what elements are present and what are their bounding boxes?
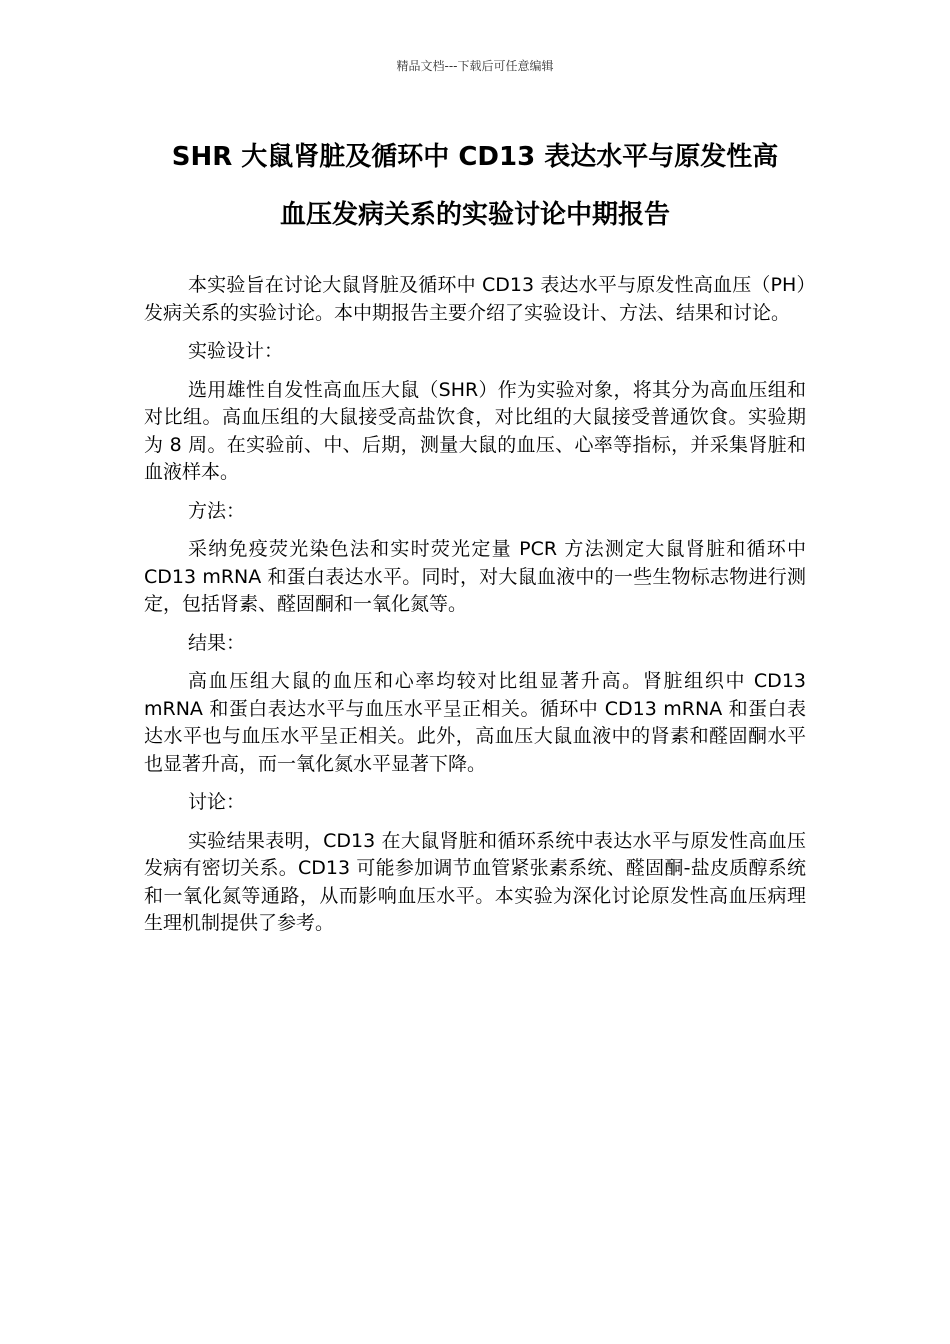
title-line-2: 血压发病关系的实验讨论中期报告	[279, 200, 670, 230]
design-heading: 实验设计：	[188, 340, 284, 362]
header-note: 精品文档---下载后可任意编辑	[396, 59, 554, 73]
document-title	[120, 128, 830, 244]
intro-paragraph: 本实验旨在讨论大鼠肾脏及循环中 CD13 表达水平与原发性高血压（PH）发病关系的实验讨论。本中期报告主要介绍了实验设计、方法、结果和讨论。	[144, 274, 806, 324]
results-paragraph: 高血压组大鼠的血压和心率均较对比组显著升高。肾脏组织中 CD13 mRNA 和蛋白表达水平与血压水平呈正相关。循环中 CD13 mRNA 和蛋白表达水平也与血压水平呈正相关。此外，高血压大鼠血液中的肾素和醛固酮水平也显著升高，而一氧化氮水平显著下降。	[144, 670, 806, 775]
design-paragraph: 选用雄性自发性高血压大鼠（SHR）作为实验对象，将其分为高血压组和对比组。高血压组的大鼠接受高盐饮食，对比组的大鼠接受普通饮食。实验期为 8 周。在实验前、中、后期，测量大鼠的血压、心率等指标，并采集肾脏和血液样本。	[144, 378, 806, 483]
discussion-paragraph: 实验结果表明，CD13 在大鼠肾脏和循环系统中表达水平与原发性高血压发病有密切关系。CD13 可能参加调节血管紧张素系统、醛固酮-盐皮质醇系统和一氧化氮等通路，从而影响血压水平。本实验为深化讨论原发性高血压病理生理机制提供了参考。	[144, 829, 806, 934]
methods-paragraph: 采纳免疫荧光染色法和实时荧光定量 PCR 方法测定大鼠肾脏和循环中 CD13 mRNA 和蛋白表达水平。同时，对大鼠血液中的一些生物标志物进行测定，包括肾素、醛固酮和一氧化氮等。	[144, 538, 806, 615]
title-line-1: SHR 大鼠肾脏及循环中 CD13 表达水平与原发性高	[171, 142, 779, 172]
discussion-heading: 讨论：	[188, 791, 246, 813]
results-heading: 结果：	[188, 631, 246, 654]
methods-heading: 方法：	[188, 499, 246, 522]
document-body	[144, 272, 806, 949]
